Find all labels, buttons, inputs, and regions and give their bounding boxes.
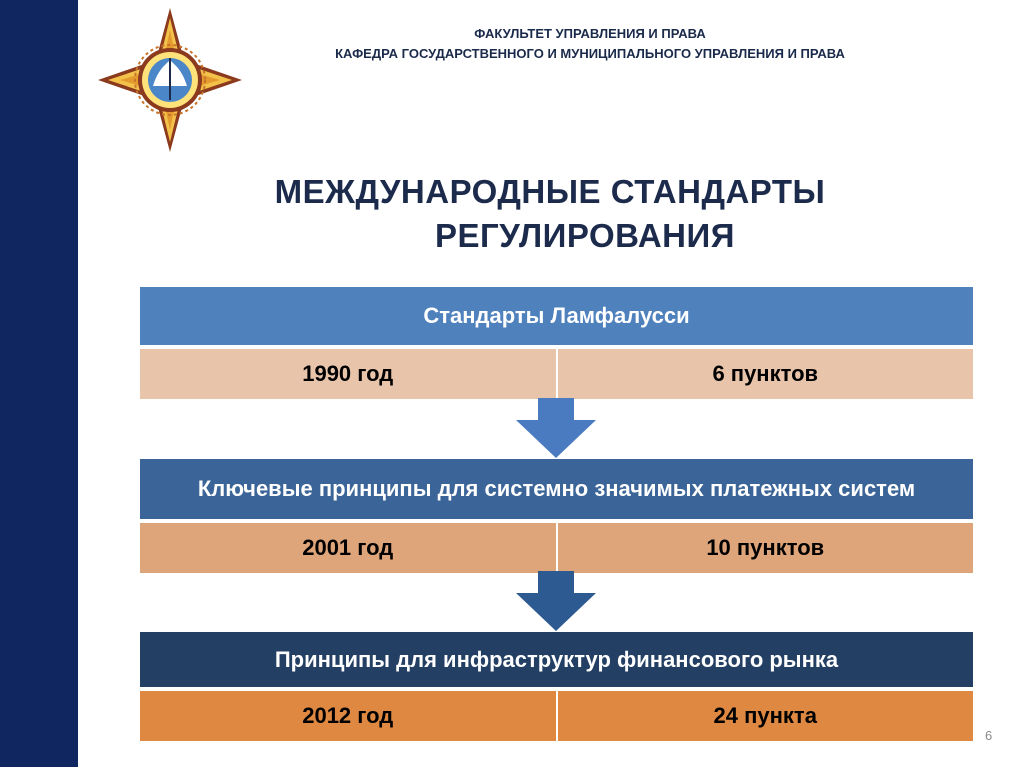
block-details-row (140, 521, 973, 573)
standard-block-lamfalussi (140, 287, 973, 399)
sidebar-stripe (0, 0, 78, 767)
standard-block-fmi (140, 632, 973, 741)
block-year: 2001 год (140, 523, 556, 573)
block-details-row (140, 347, 973, 399)
block-year: 2012 год (140, 691, 556, 741)
department-name: КАФЕДРА ГОСУДАРСТВЕННОГО И МУНИЦИПАЛЬНОГО УПРАВЛЕНИЯ И ПРАВА (335, 46, 845, 61)
block-points: 6 пунктов (556, 349, 974, 399)
down-arrow-icon (516, 398, 596, 458)
block-heading: Ключевые принципы для системно значимых платежных систем (140, 459, 973, 521)
down-arrow-icon (516, 571, 596, 631)
standard-block-payment-systems (140, 459, 973, 573)
block-points: 24 пункта (556, 691, 974, 741)
slide-title (200, 170, 900, 258)
emblem-logo (98, 8, 242, 152)
block-heading: Принципы для инфраструктур финансового рынка (140, 632, 973, 689)
faculty-name: ФАКУЛЬТЕТ УПРАВЛЕНИЯ И ПРАВА (474, 26, 706, 41)
page-number: 6 (985, 728, 993, 743)
block-year: 1990 год (140, 349, 556, 399)
block-details-row (140, 689, 973, 741)
block-points: 10 пунктов (556, 523, 974, 573)
block-heading: Стандарты Ламфалусси (140, 287, 973, 347)
slide-title-line2: РЕГУЛИРОВАНИЯ (435, 217, 735, 254)
slide-title-line1: МЕЖДУНАРОДНЫЕ СТАНДАРТЫ (274, 173, 826, 210)
